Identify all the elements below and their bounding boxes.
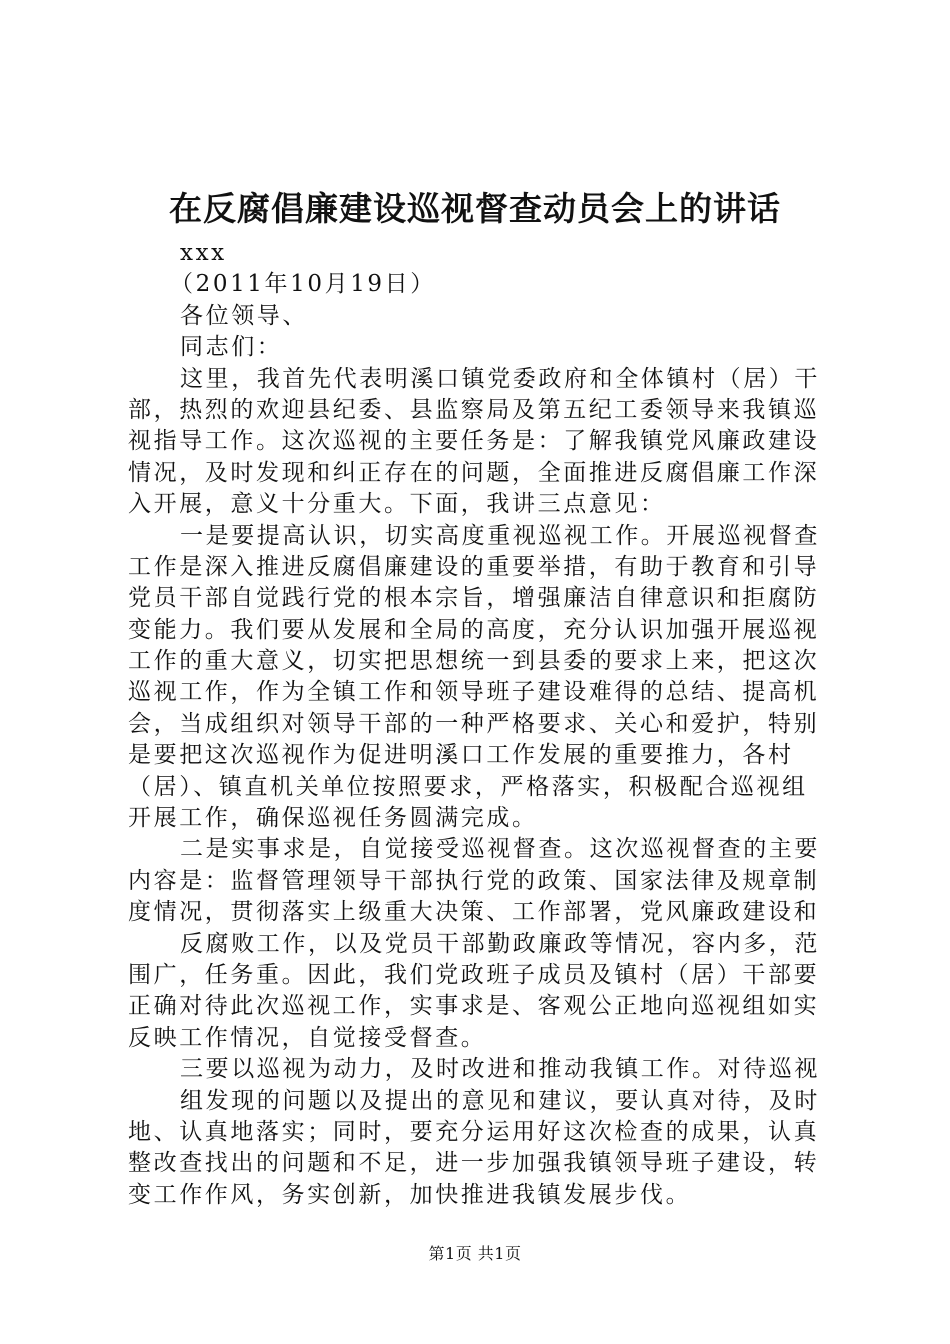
- paragraph-line: 工作是深入推进反腐倡廉建设的重要举措，有助于教育和引导: [128, 553, 820, 580]
- document-title: 在反腐倡廉建设巡视督查动员会上的讲话: [169, 189, 781, 228]
- paragraph-line: 二是实事求是，自觉接受巡视督查。这次巡视督查的主要: [180, 836, 820, 863]
- paragraph-line: 部，热烈的欢迎县纪委、县监察局及第五纪工委领导来我镇巡: [128, 396, 820, 423]
- paragraph-line: （居）、镇直机关单位按照要求，严格落实，积极配合巡视组: [128, 773, 808, 800]
- salutation-line: 各位领导、: [180, 302, 308, 329]
- document-body: [128, 238, 830, 1211]
- paragraph-line: 度情况，贯彻落实上级重大决策、工作部署，党风廉政建设和: [128, 899, 820, 926]
- paragraph-line: 情况，及时发现和纠正存在的问题，全面推进反腐倡廉工作深: [128, 459, 820, 486]
- paragraph-line: 内容是：监督管理领导干部执行党的政策、国家法律及规章制: [128, 867, 820, 894]
- paragraph-line: 变工作作风，务实创新，加快推进我镇发展步伐。: [128, 1181, 692, 1208]
- paragraph-line: 正确对待此次巡视工作，实事求是、客观公正地向巡视组如实: [128, 993, 820, 1020]
- paragraph-line: 变能力。我们要从发展和全局的高度，充分认识加强开展巡视: [128, 616, 820, 643]
- paragraph-line: 巡视工作，作为全镇工作和领导班子建设难得的总结、提高机: [128, 679, 820, 706]
- paragraph-line: 党员干部自觉践行党的根本宗旨，增强廉洁自律意识和拒腐防: [128, 585, 820, 612]
- paragraph-line: 这里，我首先代表明溪口镇党委政府和全体镇村（居）干: [180, 365, 820, 392]
- paragraph-line: 会，当成组织对领导干部的一种严格要求、关心和爱护，特别: [128, 710, 820, 737]
- date-line: （2011年10月19日）: [170, 271, 436, 298]
- paragraph-line: 整改查找出的问题和不足，进一步加强我镇领导班子建设，转: [128, 1150, 820, 1177]
- paragraph-line: 入开展，意义十分重大。下面，我讲三点意见：: [128, 491, 666, 518]
- paragraph-line: 反映工作情况，自觉接受督查。: [128, 1024, 487, 1051]
- paragraph-line: 地、认真地落实；同时，要充分运用好这次检查的成果，认真: [128, 1118, 820, 1145]
- page-number-footer: 第1页 共1页: [428, 1244, 522, 1263]
- author-line: xxx: [180, 240, 227, 266]
- paragraph-line: 围广，任务重。因此，我们党政班子成员及镇村（居）干部要: [128, 961, 820, 988]
- paragraph-line: 反腐败工作，以及党员干部勤政廉政等情况，容内多，范: [180, 930, 820, 957]
- paragraph-line: 是要把这次巡视作为促进明溪口工作发展的重要推力，各村: [128, 742, 794, 769]
- paragraph-line: 开展工作，确保巡视任务圆满完成。: [128, 805, 538, 832]
- salutation-line: 同志们：: [180, 334, 283, 361]
- paragraph-line: 一是要提高认识，切实高度重视巡视工作。开展巡视督查: [180, 522, 820, 549]
- paragraph-line: 组发现的问题以及提出的意见和建议，要认真对待，及时: [180, 1087, 820, 1114]
- paragraph-line: 三要以巡视为动力，及时改进和推动我镇工作。对待巡视: [180, 1056, 820, 1083]
- paragraph-line: 工作的重大意义，切实把思想统一到县委的要求上来，把这次: [128, 648, 820, 675]
- paragraph-line: 视指导工作。这次巡视的主要任务是：了解我镇党风廉政建设: [128, 428, 820, 455]
